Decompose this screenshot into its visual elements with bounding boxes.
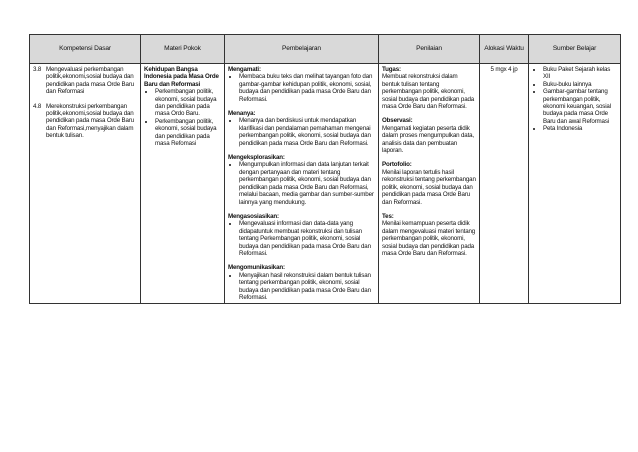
content-row	[30, 64, 621, 304]
activity-title: Mengasosiasikan:	[228, 212, 279, 220]
source-item: • Peta Indonesia	[543, 125, 617, 132]
activity-item: • Menyajikan hasil rekonstruksi dalam bentuk tulisan tentang perkembangan politik, ekonomi, sosial budaya dan pendidikan pada masa Orde Baru dan Reformasi.	[239, 272, 375, 302]
assessment-title: Portofolio:	[382, 161, 412, 169]
header-sumber-belajar: Sumber Belajar	[529, 35, 621, 64]
activity-item: • Menanya dan berdiskusi untuk mendapatkan klarifikasi dan pendalaman pemahaman mengenai perkembangan politik, ekonomi, sosial budaya dan pendidikan pada masa Orde Baru dan Reformasi.	[239, 117, 375, 147]
alokasi-cell: 5 mgx 4 jp	[480, 64, 529, 304]
assessment-text: Membuat rekonstruksi dalam bentuk tulisan tentang perkembangan politik, ekonomi, sosial budaya dan pendidikan pada masa Orde Baru dan Reformasi.	[382, 73, 475, 111]
kd-text: Merekonstruksi perkembangan politik,ekonomi,sosial budaya dan pendidikan pada masa Orde Baru dan Reformasi,menyajikan dalam bentuk tulisan.	[46, 102, 135, 140]
materi-cell	[141, 64, 225, 304]
header-pembelajaran: Pembelajaran	[225, 35, 379, 64]
kd-item	[33, 103, 137, 140]
materi-item: • Perkembangan politik, ekonomi, sosial budaya dan pendidikan pada masa Ordo Baru.	[155, 88, 221, 118]
assessment-text: Menilai kemampuan peserta didik dalam mengevaluasi materi tentang perkembangan politik, ekonomi, sosial budaya dan pendidikan pada masa Orde Baru dan Reformasi.	[382, 220, 476, 257]
kd-item	[33, 66, 137, 96]
activity-title: Mengamati:	[228, 66, 261, 73]
activity-title: Menanya:	[228, 110, 256, 118]
kd-number: 4.8	[33, 102, 42, 110]
assessment-title: Observasi:	[382, 117, 413, 125]
penilaian-cell	[379, 64, 480, 304]
source-item: • Gambar-gambar tentang perkembangan politik, ekonomi keuangan, sosial budaya pada masa Orde Baru dan awal Reformasi	[543, 88, 617, 125]
source-item: • Buku Paket Sejarah kelas XII	[543, 66, 617, 81]
assessment-title: Tes:	[382, 212, 394, 220]
sumber-cell	[529, 64, 621, 304]
syllabus-table	[29, 34, 621, 304]
activity-item: • Membaca buku teks dan melihat tayangan foto dan gambar-gambar kehidupan politik, ekonomi, sosial, budaya dan pendidikan pada masa Orde Baru dan Reformasi.	[239, 73, 375, 103]
activity-title: Mengomunikasikan:	[228, 264, 285, 272]
header-kompetensi-dasar: Kompetensi Dasar	[30, 35, 141, 64]
assessment-text: Menilai laporan tertulis hasil rekonstruksi tentang perkembangan politik, ekonomi, sosial budaya dan pendidikan pada masa Orde Baru dan Reformasi.	[382, 168, 476, 206]
kd-text: Mengevaluasi perkembangan politik,ekonomi,sosial budaya dan pendidikan pada masa Orde Baru dan Reformasi	[46, 66, 135, 96]
activity-title: Mengeksplorasikan:	[228, 154, 285, 162]
kd-number: 3.8	[33, 66, 42, 73]
pembelajaran-cell	[225, 64, 379, 304]
header-penilaian: Penilaian	[379, 35, 480, 64]
header-row	[30, 35, 621, 64]
assessment-title: Tugas:	[382, 66, 401, 73]
kd-cell	[30, 64, 141, 304]
header-alokasi-waktu: Alokasi Waktu	[480, 35, 529, 64]
assessment-text: Mengamati kegiatan peserta didik dalam proses mengumpulkan data, analisis data dan pembuatan laporan.	[382, 124, 474, 155]
materi-title: Kehidupan Bangsa Indonesia pada Masa Orde Baru dan Reformasi	[144, 66, 219, 88]
header-materi-pokok: Materi Pokok	[141, 35, 225, 64]
source-item: • Buku-buku lainnya	[543, 81, 617, 88]
materi-item: • Perkembangan politik, ekonomi, sosial budaya dan pendidikan pada masa Refomasi	[155, 118, 221, 148]
activity-item: • Mengevaluasi informasi dan data-data yang didapatuntuk membuat rekonstruksi dan tulisan tentang Perkembangan politik, ekonomi, sosial budaya dan pendidikan pada masa Orde Baru dan Reformasi.	[239, 220, 375, 257]
activity-item: • Mengumpulkan informasi dan data lanjutan terkait dengan pertanyaan dan materi tentang perkembangan politik, ekonomi, sosial budaya dan pendidikan pada masa Orde Baru dan Reformasi, melalui bacaan, media gambar dan sumber-sumber lainnya yang mendukung.	[239, 161, 375, 205]
